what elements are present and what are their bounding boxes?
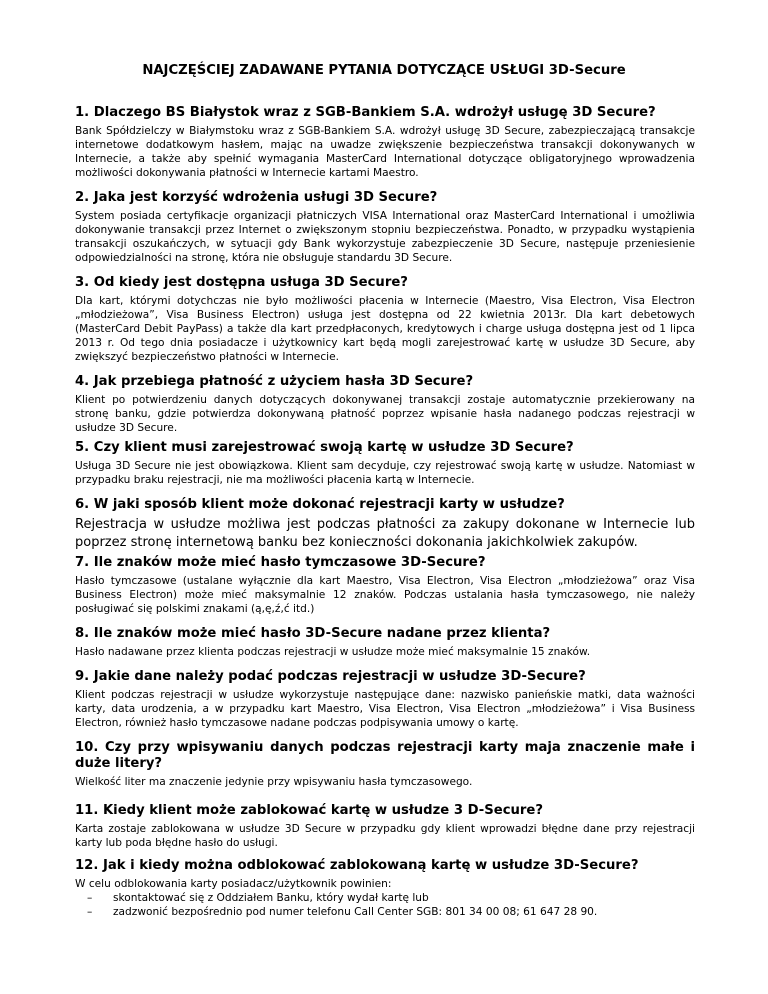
- faq-item-3: [75, 275, 695, 364]
- faq-item-7: [75, 555, 695, 616]
- faq-item-12: [75, 858, 695, 919]
- faq-answer: Klient podczas rejestracji w usłudze wykorzystuje następujące dane: nazwisko panieńskie matki, data ważności karty, data urodzenia, a w przypadku kart Maestro, Visa Electron, Visa Electron „młodzieżowa” i Visa Business Electron, również hasło tymczasowe nadane podczas podpisywania umowy o kartę.: [75, 689, 695, 729]
- faq-answer: Bank Spółdzielczy w Białymstoku wraz z SGB-Bankiem S.A. wdrożył usługę 3D Secure, zabezpieczającą transakcje internetowe dodatkowym hasłem, mając na uwadze zwiększenie bezpieczeństwa transakcji dokonywanych w Internecie, a także aby spełnić wymagania MasterCard International dotyczące obligatoryjnego wprowadzenia możliwości dokonywania płatności w Internecie kartami Maestro.: [75, 125, 695, 179]
- faq-item-9: [75, 669, 695, 730]
- faq-question: 12. Jak i kiedy można odblokować zablokowaną kartę w usłudze 3D-Secure?: [75, 858, 639, 873]
- faq-answer: Klient po potwierdzeniu danych dotyczących dokonywanej transakcji zostaje automatycznie przekierowany na stronę banku, gdzie potwierdza dokonywaną płatność poprzez wpisanie hasła nadanego podczas rejestracji w usłudze 3D Secure.: [75, 394, 695, 434]
- faq-answer: Usługa 3D Secure nie jest obowiązkowa. Klient sam decyduje, czy rejestrować swoją kartę w usłudze. Natomiast w przypadku braku rejestracji, nie ma możliwości płacenia kartą w Internecie.: [75, 460, 695, 486]
- faq-answer: Hasło tymczasowe (ustalane wyłącznie dla kart Maestro, Visa Electron, Visa Electron „młodzieżowa” oraz Visa Business Electron) może mieć maksymalnie 12 znaków. Podczas ustalania hasła tymczasowego, nie należy posługiwać się polskimi znakami (ą,ę,ź,ć itd.): [75, 575, 695, 615]
- faq-item-1: [75, 105, 695, 180]
- faq-item-11: [75, 803, 695, 850]
- contact-options-list: [75, 891, 695, 919]
- faq-item-6: [75, 497, 695, 552]
- faq-item-4: [75, 374, 695, 435]
- faq-item-5: [75, 440, 695, 487]
- faq-question: 5. Czy klient musi zarejestrować swoją kartę w usłudze 3D Secure?: [75, 440, 574, 455]
- list-item: – zadzwonić bezpośrednio pod numer telefonu Call Center SGB: 801 34 00 08; 61 647 28 90.: [75, 905, 695, 919]
- faq-question: 3. Od kiedy jest dostępna usługa 3D Secure?: [75, 275, 408, 290]
- faq-answer: Wielkość liter ma znaczenie jedynie przy wpisywaniu hasła tymczasowego.: [75, 776, 473, 788]
- faq-answer: W celu odblokowania karty posiadacz/użytkownik powinien:: [75, 878, 392, 890]
- page-title: NAJCZĘŚCIEJ ZADAWANE PYTANIA DOTYCZĄCE USŁUGI 3D-Secure: [142, 63, 626, 78]
- faq-question: 7. Ile znaków może mieć hasło tymczasowe 3D-Secure?: [75, 555, 486, 570]
- faq-item-10: [75, 740, 695, 789]
- faq-item-8: [75, 626, 695, 659]
- faq-question: 9. Jakie dane należy podać podczas rejestracji w usłudze 3D-Secure?: [75, 669, 586, 684]
- faq-item-2: [75, 190, 695, 265]
- faq-question: 1. Dlaczego BS Białystok wraz z SGB-Bankiem S.A. wdrożył usługę 3D Secure?: [75, 105, 656, 120]
- faq-question: 8. Ile znaków może mieć hasło 3D-Secure nadane przez klienta?: [75, 626, 551, 641]
- faq-question: 11. Kiedy klient może zablokować kartę w usłudze 3 D-Secure?: [75, 803, 544, 818]
- faq-answer: Dla kart, którymi dotychczas nie było możliwości płacenia w Internecie (Maestro, Visa Electron, Visa Electron „młodzieżowa”, Visa Business Electron) usługa jest dostępna od 22 kwietnia 2013r. Dla kart debetowych (MasterCard Debit PayPass) a także dla kart przedpłaconych, kredytowych i charge usługa dostępna jest od 1 lipca 2013 r. Od tego dnia posiadacze i użytkownicy kart będą mogli zarejestrować kartę w usłudze 3D Secure, aby zwiększyć bezpieczeństwo płatności w Internecie.: [75, 295, 695, 363]
- faq-question: 4. Jak przebiega płatność z użyciem hasła 3D Secure?: [75, 374, 474, 389]
- faq-question: 2. Jaka jest korzyść wdrożenia usługi 3D Secure?: [75, 190, 438, 205]
- faq-answer: Rejestracja w usłudze możliwa jest podczas płatności za zakupy dokonane w Internecie lub poprzez stronę internetową banku bez konieczności dokonania jakichkolwiek zakupów.: [75, 517, 695, 550]
- faq-question: 6. W jaki sposób klient może dokonać rejestracji karty w usłudze?: [75, 497, 565, 512]
- faq-answer: Karta zostaje zablokowana w usłudze 3D Secure w przypadku gdy klient wprowadzi błędne dane przy rejestracji karty lub poda błędne hasło do usługi.: [75, 823, 695, 849]
- list-item: – skontaktować się z Oddziałem Banku, który wydał kartę lub: [75, 891, 695, 905]
- faq-question: 10. Czy przy wpisywaniu danych podczas rejestracji karty maja znaczenie małe i duże litery?: [75, 740, 695, 771]
- faq-answer: System posiada certyfikacje organizacji płatniczych VISA International oraz MasterCard International i umożliwia dokonywanie transakcji przez Internet o zwiększonym stopniu bezpieczeństwa. Ponadto, w przypadku wystąpienia transakcji oszukańczych, w sytuacji gdy Bank wykorzystuje zabezpieczenie 3D Secure, następuje przeniesienie odpowiedzialności na stronę, która nie obsługuje standardu 3D Secure.: [75, 210, 695, 264]
- faq-answer: Hasło nadawane przez klienta podczas rejestracji w usłudze może mieć maksymalnie 15 znaków.: [75, 646, 591, 658]
